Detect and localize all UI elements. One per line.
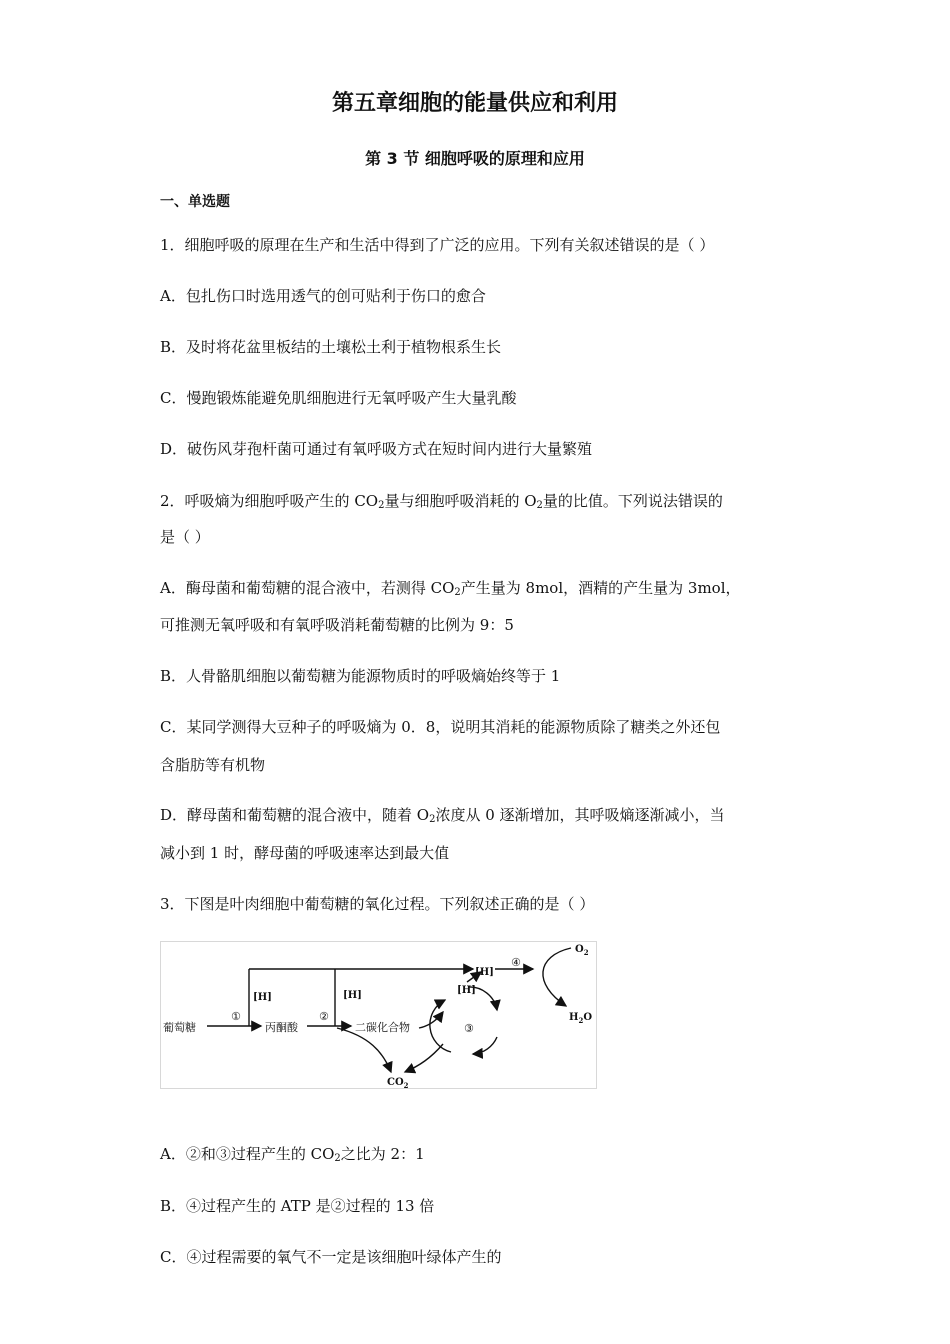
step-2-label: ② [319, 1010, 329, 1023]
q1-option-b[interactable]: B．及时将花盆里板结的土壤松土利于植物根系生长 [160, 338, 502, 356]
q2-option-d[interactable]: D．酵母菌和葡萄糖的混合液中，随着 $O_2$浓度从 0 逐渐增加，其呼吸熵逐渐减小，当 [160, 806, 725, 825]
h-label-4: [H] [475, 967, 494, 978]
q1-option-a[interactable]: A．包扎伤口时选用透气的创可贴利于伤口的愈合 [160, 287, 486, 305]
q3-option-c[interactable]: C．④过程需要的氧气不一定是该细胞叶绿体产生的 [160, 1248, 502, 1266]
q3-option-a[interactable]: A．②和③过程产生的 $CO_2$之比为 2：1 [160, 1145, 425, 1164]
h2o-label: $H_2O$ [569, 1012, 593, 1025]
q2-option-a-continued: 可推测无氧呼吸和有氧呼吸消耗葡萄糖的比例为 9：5 [160, 616, 514, 634]
q3-option-b[interactable]: B．④过程产生的 ATP 是②过程的 13 倍 [160, 1197, 435, 1215]
krebs-cycle [430, 987, 497, 1054]
q2-option-b[interactable]: B．人骨骼肌细胞以葡萄糖为能源物质时的呼吸熵始终等于 1 [160, 667, 561, 685]
co2-label: $CO_2$ [387, 1077, 409, 1088]
chapter-title: 第五章细胞的能量供应和利用 [331, 91, 618, 116]
two-carbon-label: 二碳化合物 [355, 1021, 410, 1034]
q2-option-c-continued: 含脂肪等有机物 [160, 756, 266, 774]
pyruvate-label: 丙酮酸 [265, 1021, 298, 1034]
glucose-oxidation-diagram [160, 941, 597, 1089]
glucose-label: 葡萄糖 [163, 1021, 196, 1034]
q2-stem: 2．呼吸熵为细胞呼吸产生的 $CO_2$量与细胞呼吸消耗的 $O_2$量的比值。下列说法错误的 [160, 492, 723, 511]
question-type-heading: 一、单选题 [160, 194, 230, 210]
step-1-label: ① [231, 1010, 241, 1023]
q2-option-c[interactable]: C．某同学测得大豆种子的呼吸熵为 0．8，说明其消耗的能源物质除了糖类之外还包 [160, 718, 721, 736]
q2-option-a[interactable]: A．酶母菌和葡萄糖的混合液中，若测得 $CO_2$产生量为 8mol，酒精的产生量为 3mol， [160, 579, 741, 598]
section-title: 第 3 节 细胞呼吸的原理和应用 [365, 149, 585, 168]
o2-label: $O_2$ [575, 944, 589, 957]
q2-option-d-continued: 减小到 1 时，酵母菌的呼吸速率达到最大值 [160, 844, 450, 862]
q2-stem-continued: 是（ ） [160, 528, 210, 546]
h-label-3: [H] [457, 985, 476, 996]
h-label-1: [H] [253, 992, 272, 1003]
step-4-label: ④ [511, 956, 521, 969]
step-3-label: ③ [464, 1022, 474, 1035]
q1-option-d[interactable]: D．破伤风芽孢杆菌可通过有氧呼吸方式在短时间内进行大量繁殖 [160, 440, 593, 458]
q1-stem: 1．细胞呼吸的原理在生产和生活中得到了广泛的应用。下列有关叙述错误的是（ ） [160, 236, 715, 254]
q3-stem: 3．下图是叶肉细胞中葡萄糖的氧化过程。下列叙述正确的是（ ） [160, 895, 595, 913]
h-label-2: [H] [343, 990, 362, 1001]
q1-option-c[interactable]: C．慢跑锻炼能避免肌细胞进行无氧呼吸产生大量乳酸 [160, 389, 517, 407]
